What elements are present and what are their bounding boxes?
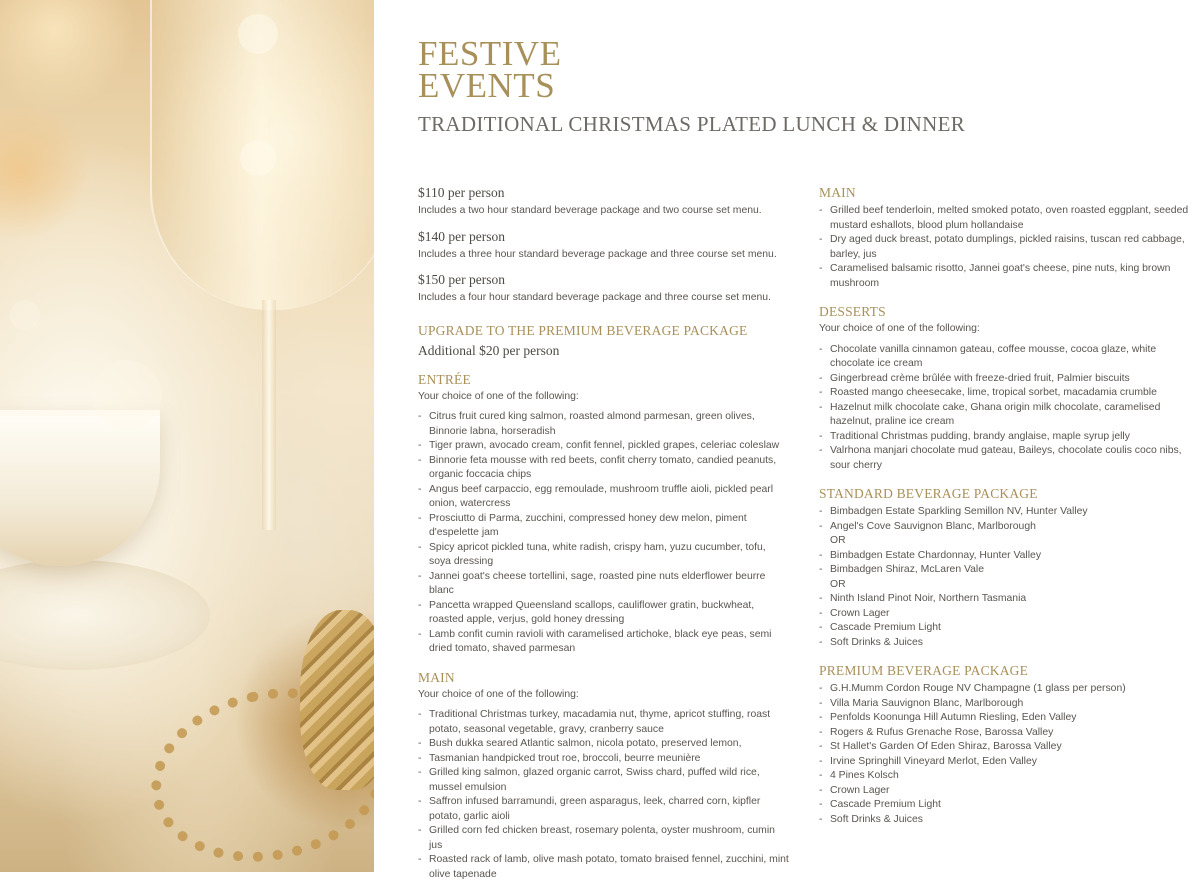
list-item: - Villa Maria Sauvignon Blanc, Marlborough [819,697,1191,712]
price-option: $140 per person [418,228,505,244]
menu-content [374,0,1200,880]
title-line-1: FESTIVE [418,34,562,73]
list-item: - Cascade Premium Light [819,621,1191,636]
desserts-intro: Your choice of one of the following: [819,323,980,334]
list-item: - Lamb confit cumin ravioli with caramelised artichoke, black eye peas, semi dried tomato, shaved parmesan [418,628,790,657]
pricing-list [418,184,790,306]
standard-beverage-heading: STANDARD BEVERAGE PACKAGE [819,486,1038,501]
list-item: - Tiger prawn, avocado cream, confit fennel, pickled grapes, celeriac coleslaw [418,439,790,454]
bokeh-light [92,360,162,430]
list-item: - Crown Lager [819,784,1191,799]
title-line-2: EVENTS [418,66,556,105]
list-item: - Roasted rack of lamb, olive mash potato, tomato braised fennel, zucchini, mint olive tapenade [418,853,790,882]
premium-beverage-heading: PREMIUM BEVERAGE PACKAGE [819,663,1029,678]
list-item: - 4 Pines Kolsch [819,769,1191,784]
or-separator: OR [830,578,846,590]
main-continued-heading: MAIN [819,185,856,200]
list-item: - Chocolate vanilla cinnamon gateau, coffee mousse, cocoa glaze, white chocolate ice cream [819,343,1191,372]
main-heading: MAIN [418,669,455,685]
list-item: - Angus beef carpaccio, egg remoulade, mushroom truffle aioli, pickled pearl onion, watercress [418,483,790,512]
list-item: - Soft Drinks & Juices [819,813,1191,828]
list-item: - Angel's Cove Sauvignon Blanc, Marlborough [819,520,1191,535]
standard-beverage-list [819,505,1191,650]
premium-beverage-list [819,682,1191,827]
list-item: - Ninth Island Pinot Noir, Northern Tasmania [819,592,1191,607]
entree-list [418,410,790,657]
list-item: - Grilled king salmon, glazed organic carrot, Swiss chard, puffed wild rice, mussel emulsion [418,766,790,795]
page-subtitle: TRADITIONAL CHRISTMAS PLATED LUNCH & DINNER [418,112,966,136]
list-item: - Grilled beef tenderloin, melted smoked potato, oven roasted eggplant, seeded mustard eshallots, blood plum hollandaise [819,204,1191,233]
price-description: Includes a three hour standard beverage package and three course set menu. [418,248,777,260]
list-item: - Tasmanian handpicked trout roe, broccoli, beurre meunière [418,752,790,767]
list-item: - Traditional Christmas turkey, macadamia nut, thyme, apricot stuffing, roast potato, seasonal vegetable, gravy, cranberry sauce [418,708,790,737]
list-item: - Jannei goat's cheese tortellini, sage, roasted pine nuts elderflower beurre blanc [418,570,790,599]
entree-intro: Your choice of one of the following: [418,390,579,402]
list-item: - St Hallet's Garden Of Eden Shiraz, Barossa Valley [819,740,1191,755]
upgrade-heading: UPGRADE TO THE PREMIUM BEVERAGE PACKAGE [418,322,748,338]
list-item: - Bimbadgen Estate Chardonnay, Hunter Valley [819,549,1191,564]
list-item: - Bush dukka seared Atlantic salmon, nicola potato, preserved lemon, [418,737,790,752]
list-item: - Hazelnut milk chocolate cake, Ghana origin milk chocolate, caramelised hazelnut, praline ice cream [819,401,1191,430]
gold-pine-cone [300,610,374,790]
price-description: Includes a two hour standard beverage package and two course set menu. [418,205,762,216]
list-item: - Saffron infused barramundi, green asparagus, leek, charred corn, kipfler potato, garlic aioli [418,795,790,824]
bokeh-light [240,140,276,176]
list-item: - Cascade Premium Light [819,798,1191,813]
page-title [418,34,562,105]
festive-table-photo [0,0,374,872]
entree-heading: ENTRÉE [418,371,471,387]
list-item: - Crown Lager [819,607,1191,622]
list-item: - Penfolds Koonunga Hill Autumn Riesling, Eden Valley [819,711,1191,726]
main-continued-list [819,204,1191,291]
price-option: $150 per person [418,272,505,287]
list-item: - Irvine Springhill Vineyard Merlot, Eden Valley [819,755,1191,770]
list-item: - Binnorie feta mousse with red beets, confit cherry tomato, candied peanuts, organic foccacia chips [418,454,790,483]
list-item: - G.H.Mumm Cordon Rouge NV Champagne (1 glass per person) [819,682,1191,697]
list-item: - Gingerbread crème brûlée with freeze-dried fruit, Palmier biscuits [819,372,1191,387]
list-item: - Citrus fruit cured king salmon, roasted almond parmesan, green olives, Binnorie labna, horseradish [418,410,790,439]
list-item: - Bimbadgen Shiraz, McLaren Vale [819,563,1191,578]
white-bowl [0,410,160,566]
wine-glass-stem [262,300,276,530]
price-description: Includes a four hour standard beverage package and three course set menu. [418,292,771,303]
list-item: - Rogers & Rufus Grenache Rose, Barossa Valley [819,726,1191,741]
bokeh-light [238,14,278,54]
price-option: $110 per person [418,185,505,200]
menu-column-right [819,184,1191,839]
list-item: - Spicy apricot pickled tuna, white radish, crispy ham, yuzu cucumber, tofu, soya dressing [418,541,790,570]
list-item: - Bimbadgen Estate Sparkling Semillon NV, Hunter Valley [819,505,1191,520]
dinner-plate [0,560,210,670]
list-item: - Soft Drinks & Juices [819,636,1191,651]
list-item: - Dry aged duck breast, potato dumplings, pickled raisins, tuscan red cabbage, barley, jus [819,233,1191,262]
menu-column-left [418,184,790,894]
main-intro: Your choice of one of the following: [418,688,579,700]
list-item: - Roasted mango cheesecake, lime, tropical sorbet, macadamia crumble [819,386,1191,401]
main-list [418,708,790,882]
list-item: - Caramelised balsamic risotto, Jannei goat's cheese, pine nuts, king brown mushroom [819,262,1191,291]
list-item: - Pancetta wrapped Queensland scallops, cauliflower gratin, buckwheat, roasted apple, verjus, gold honey dressing [418,599,790,628]
list-item: - Valrhona manjari chocolate mud gateau, Baileys, chocolate coulis coco nibs, sour cherry [819,444,1191,473]
desserts-list [819,343,1191,474]
desserts-heading: DESSERTS [819,304,886,319]
list-item: - Traditional Christmas pudding, brandy anglaise, maple syrup jelly [819,430,1191,445]
or-separator: OR [830,535,846,546]
list-item: - Grilled corn fed chicken breast, rosemary polenta, oyster mushroom, cumin jus [418,824,790,853]
bokeh-light [10,300,40,330]
list-item: - Prosciutto di Parma, zucchini, compressed honey dew melon, piment d'espelette jam [418,512,790,541]
upgrade-price: Additional $20 per person [418,342,560,358]
